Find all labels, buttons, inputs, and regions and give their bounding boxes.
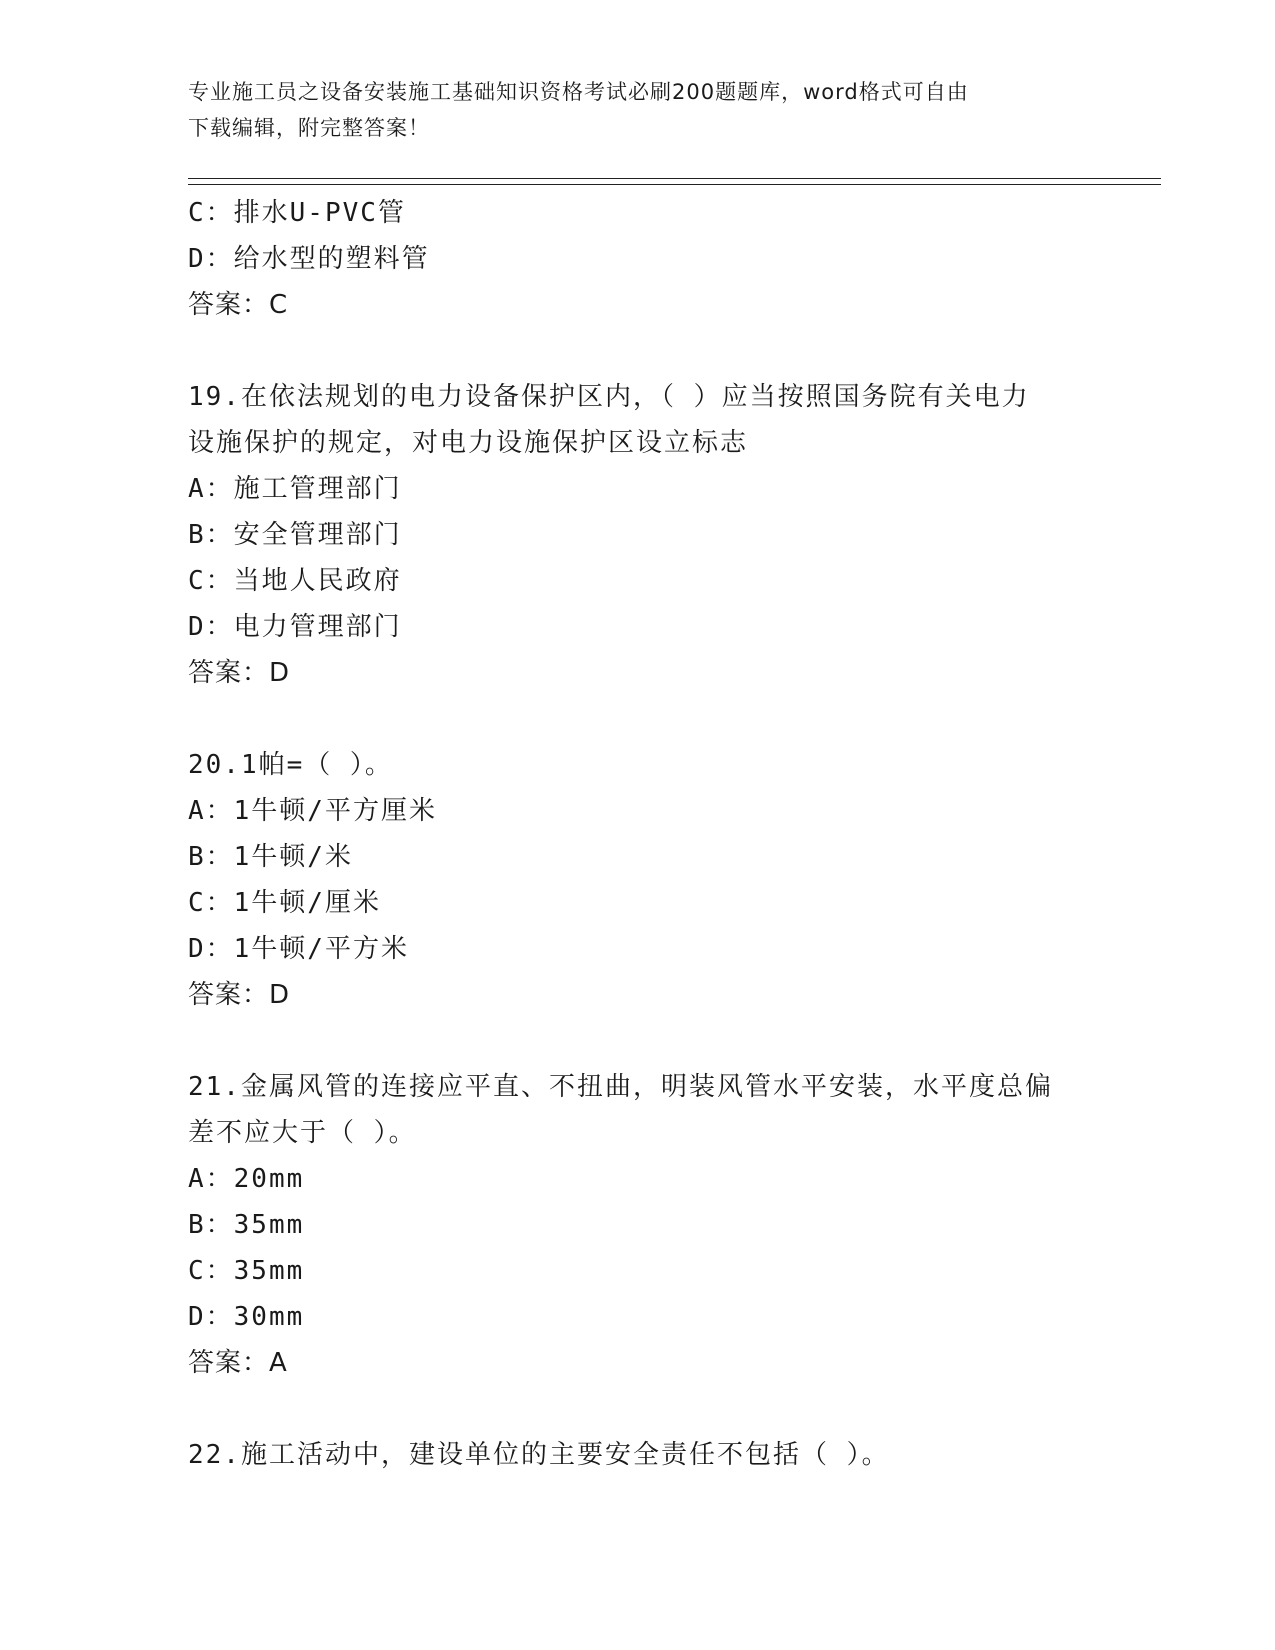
header-rule-top [188,178,1161,179]
option-a: A：施工管理部门 [188,474,402,504]
spacer [188,1018,1088,1064]
header-line-1: 专业施工员之设备安装施工基础知识资格考试必刷200题题库，word格式可自由 [188,80,969,104]
option-c: C：1牛顿/厘米 [188,888,381,918]
answer: 答案：A [188,1348,288,1378]
option-b: B：1牛顿/米 [188,842,353,872]
option-d: D：电力管理部门 [188,612,402,642]
question-22 [188,1432,1088,1478]
answer: 答案：C [188,290,289,320]
option-a: A：20mm [188,1164,305,1194]
question-stem-cont: 设施保护的规定，对电力设施保护区设立标志 [188,428,749,458]
spacer [188,328,1088,374]
question-stem: 20.1帕=（ ）。 [188,750,393,780]
header-rule-bottom [188,184,1161,185]
question-18-tail [188,190,1088,328]
question-19 [188,374,1088,696]
spacer [188,696,1088,742]
question-stem-cont: 差不应大于（ ）。 [188,1118,417,1148]
answer: 答案：D [188,658,291,688]
answer: 答案：D [188,980,291,1010]
option-c: C：35mm [188,1256,305,1286]
option-c: C：当地人民政府 [188,566,402,596]
question-21 [188,1064,1088,1386]
question-20 [188,742,1088,1018]
question-stem: 19.在依法规划的电力设备保护区内，（ ）应当按照国务院有关电力 [188,382,1030,412]
option-b: B：安全管理部门 [188,520,402,550]
option-a: A：1牛顿/平方厘米 [188,796,437,826]
option-d: D：给水型的塑料管 [188,244,430,274]
document-header [188,74,1088,146]
option-d: D：1牛顿/平方米 [188,934,409,964]
question-list [188,190,1088,1478]
spacer [188,1386,1088,1432]
question-stem: 21.金属风管的连接应平直、不扭曲，明装风管水平安装，水平度总偏 [188,1072,1053,1102]
option-c: C：排水U-PVC管 [188,198,406,228]
header-line-2: 下载编辑，附完整答案！ [188,116,430,140]
question-stem: 22.施工活动中，建设单位的主要安全责任不包括（ ）。 [188,1440,890,1470]
option-d: D：30mm [188,1302,305,1332]
option-b: B：35mm [188,1210,305,1240]
